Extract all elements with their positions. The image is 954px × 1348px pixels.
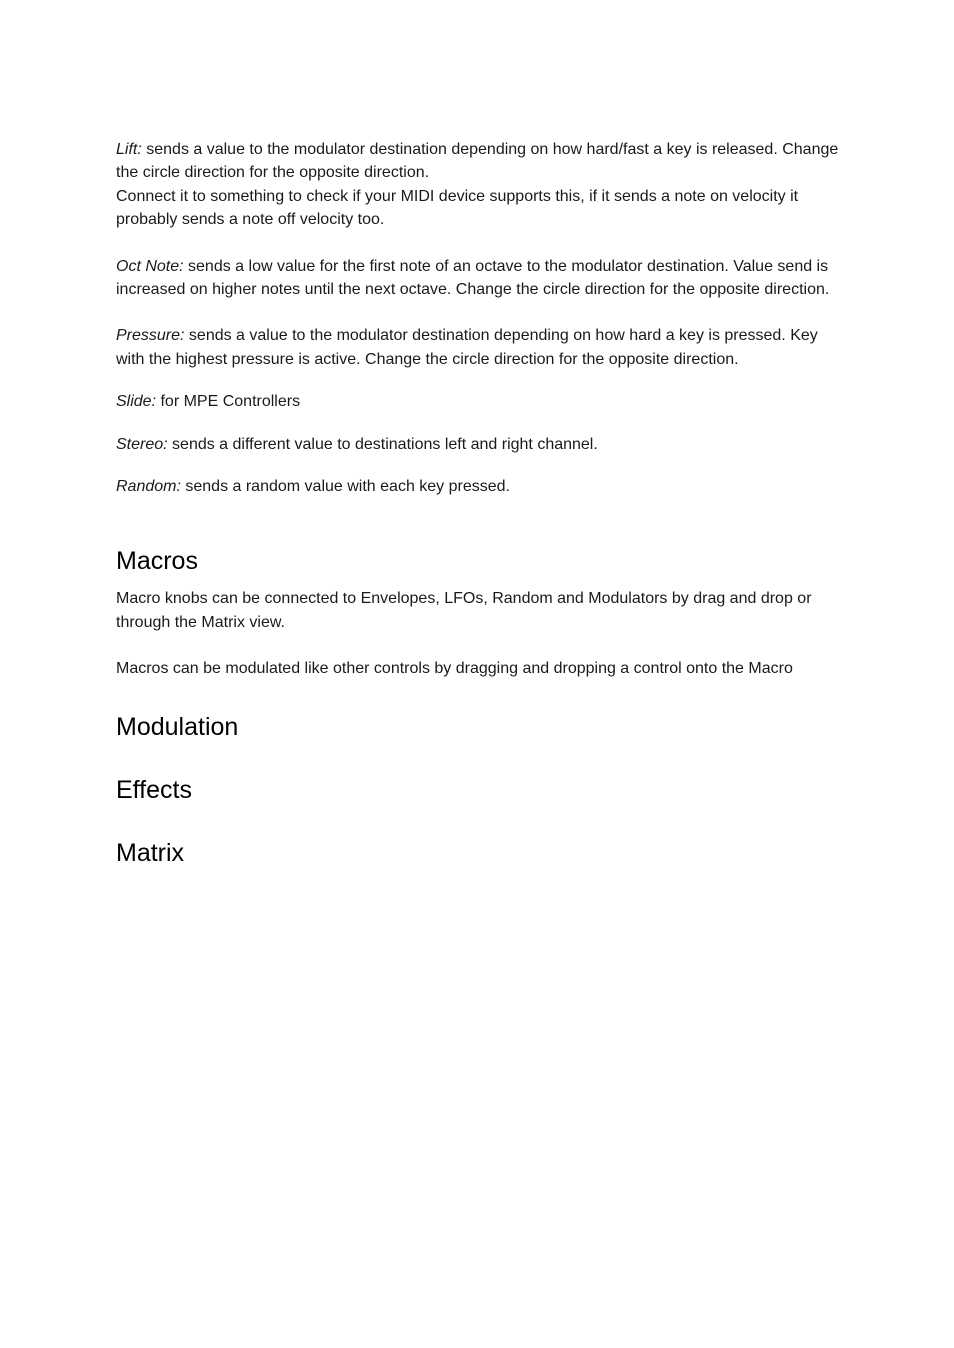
slide-text: for MPE Controllers	[156, 393, 301, 411]
slide-description	[116, 390, 841, 413]
pressure-text: sends a value to the modulator destination depending on how hard a key is pressed. Key with the highest pressure is active. Change the circle direction for the opposite direction.	[116, 327, 818, 368]
oct-note-text: sends a low value for the first note of an octave to the modulator destination. Value send is increased on higher notes until the next octave. Change the circle direction for the opposite direction.	[116, 257, 830, 299]
random-text: sends a random value with each key pressed.	[180, 478, 510, 496]
lift-extra-note: Connect it to something to check if your MIDI device supports this, if it sends a note on velocity it probably sends a note off velocity too.	[116, 187, 799, 229]
stereo-description	[116, 433, 841, 456]
stereo-term: Stereo:	[116, 435, 168, 453]
macros-heading: Macros	[116, 547, 198, 576]
random-description	[116, 475, 841, 498]
document-page	[116, 138, 841, 868]
oct-note-description	[116, 255, 841, 302]
lift-text: sends a value to the modulator destination depending on how hard/fast a key is released. Change the circle direction for the opposite direction.	[116, 141, 839, 182]
modulation-heading: Modulation	[116, 712, 239, 741]
lift-description	[116, 138, 841, 185]
pressure-description	[116, 324, 841, 371]
lift-term: Lift:	[116, 141, 142, 158]
effects-heading: Effects	[116, 775, 192, 804]
slide-term: Slide:	[116, 393, 157, 411]
macros-paragraph-1: Macro knobs can be connected to Envelopes, LFOs, Random and Modulators by drag and drop or through the Matrix view.	[116, 590, 812, 631]
pressure-term: Pressure:	[116, 327, 185, 345]
stereo-text: sends a different value to destinations left and right channel.	[167, 435, 598, 453]
oct-note-term: Oct Note:	[116, 257, 184, 275]
macros-paragraph-2: Macros can be modulated like other controls by dragging and dropping a control onto the Macro	[116, 660, 793, 678]
random-term: Random:	[116, 478, 181, 496]
matrix-heading: Matrix	[116, 838, 185, 867]
